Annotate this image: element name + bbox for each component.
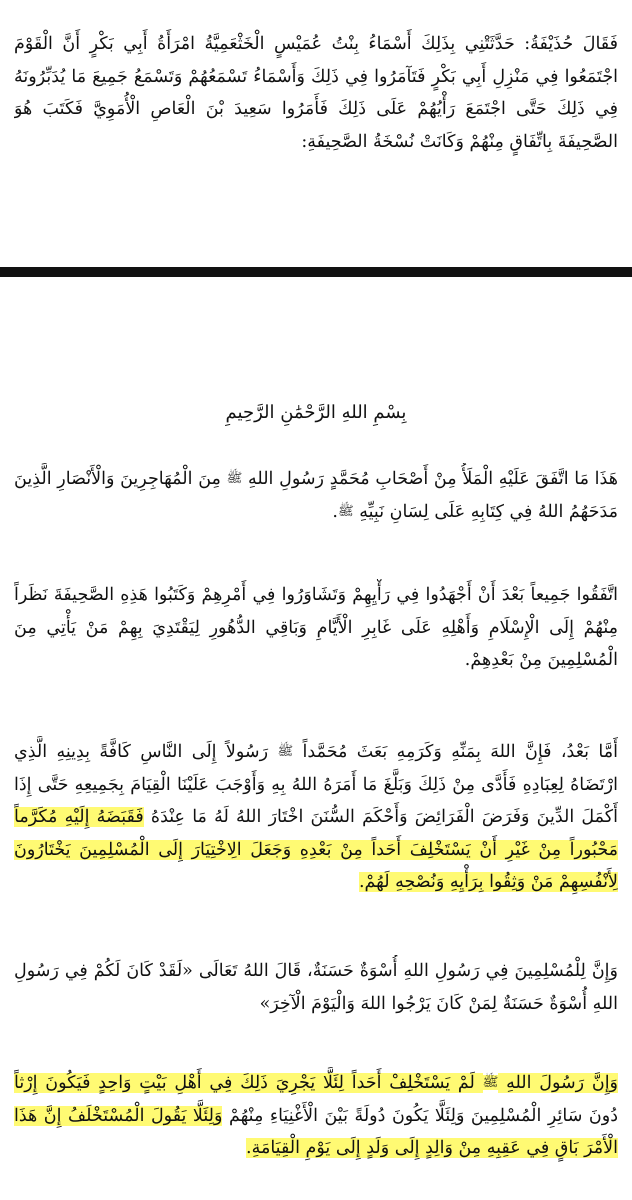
- p4-text: وَإِنَّ لِلْمُسْلِمِينَ فِي رَسُولِ اللهِ أُسْوَةٌ حَسَنَةٌ، قَالَ اللهُ تَعَالَى «لَقَدْ كَانَ لَكُمْ فِي رَسُولِ اللهِ أُسْوَةٌ حَسَنَةٌ لِمَنْ كَانَ يَرْجُوا اللهَ وَالْيَوْمَ الْآخِرَ»: [14, 961, 618, 1014]
- intro-text: فَقَالَ حُذَيْفَةُ: حَدَّثَتْنِي بِذَلِكَ أَسْمَاءُ بِنْتُ عُمَيْسٍ الْخَثْعَمِيَّةُ امْرَأَةُ أَبِي بَكْرٍ أَنَّ الْقَوْمَ اجْتَمَعُوا فِي مَنْزِلِ أَبِي بَكْرٍ فَتَآمَرُوا فِي ذَلِكَ وَأَسْمَاءُ تَسْمَعُهُمْ وَتَسْمَعُ جَمِيعَ مَا يُدَبِّرُونَهُ فِي ذَلِكَ حَتَّى اجْتَمَعَ رَأْيُهُمْ عَلَى ذَلِكَ فَأَمَرُوا سَعِيدَ بْنَ الْعَاصِ الْأُمَوِيَّ فَكَتَبَ هُوَ الصَّحِيفَةَ بِاتِّفَاقٍ مِنْهُمْ وَكَانَتْ نُسْخَةُ الصَّحِيفَةِ:: [14, 34, 618, 152]
- highlighted-passage-2b: لَمْ يَسْتَخْلِفْ أَحَداً لِئَلَّا يَجْرِيَ ذَلِكَ فِي أَهْلِ بَيْتٍ وَاحِدٍ فَيَكُونَ إِرْثاً: [14, 1073, 475, 1093]
- highlighted-passage-2a: وَإِنَّ رَسُولَ اللهِ: [506, 1073, 618, 1093]
- p1-text-b: مِنَ الْمُهَاجِرِينَ وَالْأَنْصَارِ الَّذِينَ مَدَحَهُمُ اللهُ فِي كِتَابِهِ عَلَى لِسَانِ نَبِيِّهِ: [14, 469, 618, 522]
- p2-text: اتَّفَقُوا جَمِيعاً بَعْدَ أَنْ أَجْهَدُوا فِي رَأْيِهِمْ وَتَشَاوَرُوا فِي أَمْرِهِمْ وَكَتَبُوا هَذِهِ الصَّحِيفَةَ نَظَراً مِنْهُمْ إِلَى الْإِسْلَامِ وَأَهْلِهِ عَلَى غَابِرِ الْأَيَّامِ وَبَاقِي الدُّهُورِ لِيَقْتَدِيَ بِهِمْ مَنْ يَأْتِي مِنَ الْمُسْلِمِينَ مِنْ بَعْدِهِمْ.: [14, 585, 618, 670]
- document-paragraph-4: [14, 955, 618, 1020]
- document-paragraph-2: [14, 579, 618, 677]
- p5-text-plain: دُونَ سَائِرِ الْمُسْلِمِينَ وَلِئَلَّا يَكُونَ دُولَةً بَيْنَ الْأَغْنِيَاءِ مِنْهُمْ: [228, 1105, 618, 1126]
- p1-text-c: .: [332, 501, 338, 522]
- document-paragraph-5: [14, 1067, 618, 1165]
- section-divider: [0, 267, 632, 277]
- intro-paragraph: [14, 28, 618, 158]
- document-paragraph-3: [14, 736, 618, 899]
- basmala-heading: بِسْمِ اللهِ الرَّحْمَٰنِ الرَّحِيمِ: [225, 402, 407, 423]
- highlighted-passage-1: فَقَبَضَهُ إِلَيْهِ مُكَرَّماً مَحْبُوراً مِنْ غَيْرِ أَنْ يَسْتَخْلِفَ أَحَداً مِنْ بَعْدِهِ وَجَعَلَ الِاخْتِيَارَ إِلَى الْمُسْلِمِينَ يَخْتَارُونَ لِأَنْفُسِهِمْ مَنْ وَثِقُوا بِرَأْيِهِ وَنُصْحِهِ لَهُمْ.: [14, 807, 618, 892]
- salutation-glyph: ﷺ: [337, 503, 354, 519]
- p3-text-a: أَمَّا بَعْدُ، فَإِنَّ اللهَ بِمَنِّهِ وَكَرَمِهِ بَعَثَ مُحَمَّداً: [302, 742, 618, 762]
- salutation-glyph: ﷺ: [482, 1075, 499, 1090]
- salutation-glyph: ﷺ: [277, 744, 294, 759]
- document-paragraph-1: [14, 463, 618, 528]
- p1-text-a: هَذَا مَا اتَّفَقَ عَلَيْهِ الْمَلَأُ مِنْ أَصْحَابِ مُحَمَّدٍ رَسُولِ اللهِ: [248, 469, 618, 489]
- p3-text-b: رَسُولاً إِلَى النَّاسِ كَافَّةً بِدِينِهِ الَّذِي ارْتَضَاهُ لِعِبَادِهِ فَأَدَّى مِنْ ذَلِكَ وَبَلَّغَ مَا أَمَرَهُ اللهُ بِهِ وَأَوْجَبَ عَلَيْنَا الْقِيَامَ بِجَمِيعِهِ حَتَّى إِذَا أَكْمَلَ الدِّينَ وَفَرَضَ الْفَرَائِضَ وَأَحْكَمَ السُّنَنَ اخْتَارَ اللهُ لَهُ مَا عِنْدَهُ: [14, 742, 618, 827]
- highlighted-passage-3: وَلِئَلَّا يَقُولَ الْمُسْتَخْلَفُ إِنَّ هَذَا الْأَمْرَ بَاقٍ فِي عَقِبِهِ مِنْ وَالِدٍ إِلَى وَلَدٍ إِلَى يَوْمِ الْقِيَامَةِ.: [14, 1105, 618, 1158]
- salutation-glyph: ﷺ: [226, 471, 243, 486]
